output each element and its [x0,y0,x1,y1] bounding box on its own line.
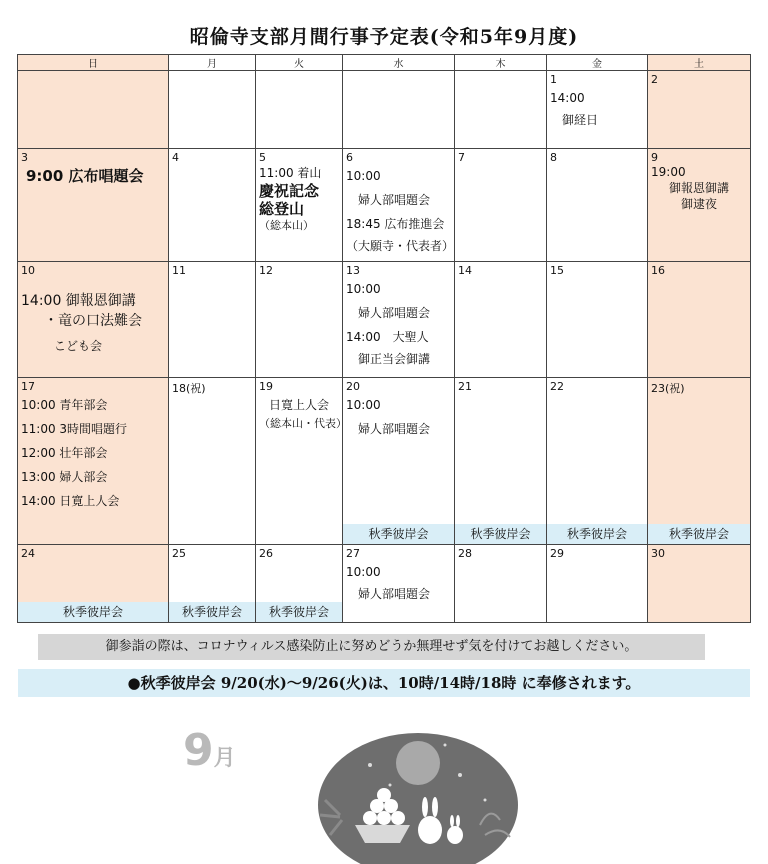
day-number: 14 [458,264,472,277]
star-icon [368,763,372,767]
page-title: 昭倫寺支部月間行事予定表(令和5年9月度) [189,26,579,48]
day-cell-30 [648,545,751,623]
event-text: 14:00 日寛上人会 [21,494,120,508]
day-cell-7 [455,149,547,262]
event-place: （大願寺・代表者） [346,239,455,253]
day-cell-6 [343,149,455,262]
event-place: （総本山） [259,219,314,232]
event-text: 日寛上人会 [268,398,329,412]
month-number: 9 [183,725,214,776]
event-time: 10:00 [346,398,381,412]
day-cell-4 [169,149,256,262]
day-number: 30 [651,547,665,560]
event-text: 10:00 青年部会 [21,398,108,412]
day-cell-23 [648,378,751,545]
day-number: 27 [346,547,360,560]
day-cell-5 [256,149,343,262]
event-time: 10:00 [346,169,381,183]
day-number: 7 [458,151,465,164]
day-number: 16 [651,264,665,277]
higan-band: 秋季彼岸会 [343,524,454,544]
day-cell-2 [648,71,751,149]
day-cell-1 [547,71,648,149]
day-number: 20 [346,380,360,393]
moon-viewing-illustration [300,725,525,864]
day-number: 24 [21,547,35,560]
day-cell-12 [256,262,343,378]
day-number: 12 [259,264,273,277]
weekday-thu: 木 [455,55,547,71]
day-number: 10 [21,264,35,277]
event-text: 14:00 御報恩御講 [21,293,136,309]
higan-band: 秋季彼岸会 [169,602,255,622]
day-number: 28 [458,547,472,560]
day-cell-26 [256,545,343,623]
week-row [18,71,751,149]
day-number: 23(祝) [651,382,685,395]
moon-icon [396,741,440,785]
day-number: 13 [346,264,360,277]
day-number: 19 [259,380,273,393]
weekday-tue: 火 [256,55,343,71]
month-unit: 月 [213,746,236,771]
day-number: 5 [259,151,266,164]
day-number: 15 [550,264,564,277]
day-cell-27 [343,545,455,623]
event-text: 総登山 [259,200,305,218]
day-number: 2 [651,73,658,86]
day-cell [18,71,169,149]
event-time: 10:00 [346,282,381,296]
week-row [18,378,751,545]
weekday-sat: 土 [648,55,751,71]
day-cell-25 [169,545,256,623]
event-time: 19:00 [651,165,686,179]
higan-notice: ●秋季彼岸会 9/20(水)～9/26(火)は、10時/14時/18時 に奉修されます。 [18,669,750,697]
month-label [183,725,236,776]
week-row [18,149,751,262]
dango-icon [363,811,377,825]
higan-band: 秋季彼岸会 [547,524,647,544]
day-number: 26 [259,547,273,560]
higan-band: 秋季彼岸会 [455,524,546,544]
day-cell-18 [169,378,256,545]
day-cell [343,71,455,149]
star-icon [444,744,447,747]
day-number: 3 [21,151,28,164]
covid-notice: 御参詣の際は、コロナウィルス感染防止に努めどうか無理せず気を付けてお越しください。 [38,634,705,660]
event-text: 御逮夜 [680,197,717,211]
day-cell-16 [648,262,751,378]
day-cell-20 [343,378,455,545]
day-number: 18(祝) [172,382,206,395]
event-text: 14:00 大聖人 [346,330,429,344]
dango-icon [377,811,391,825]
higan-band: 秋季彼岸会 [256,602,342,622]
day-cell-29 [547,545,648,623]
event-text: 婦人部唱題会 [346,422,431,436]
day-cell-19 [256,378,347,545]
event-text: 9:00 広布唱題会 [26,167,144,185]
weekday-sun: 日 [18,55,169,71]
day-cell-9 [648,149,751,262]
event-time: 10:00 [346,565,381,579]
event-text: 婦人部唱題会 [346,306,431,320]
event-text: 11:00 3時間唱題行 [21,422,128,436]
day-cell-14 [455,262,547,378]
week-row [18,545,751,623]
day-cell-15 [547,262,648,378]
event-time: 14:00 [550,91,585,105]
day-number: 21 [458,380,472,393]
day-cell-11 [169,262,256,378]
day-cell-28 [455,545,547,623]
event-text: 婦人部唱題会 [346,587,431,601]
event-text: 12:00 壮年部会 [21,446,108,460]
higan-band: 秋季彼岸会 [18,602,168,622]
star-icon [484,799,487,802]
event-text: ・竜の口法難会 [44,313,142,329]
day-cell [256,71,343,149]
day-cell-22 [547,378,648,545]
day-number: 25 [172,547,186,560]
day-cell [455,71,547,149]
event-text: 18:45 広布推進会 [346,217,445,231]
weekday-fri: 金 [547,55,648,71]
event-text: 御報恩御講 [668,181,729,195]
day-cell-3 [18,149,169,262]
event-text: 御経日 [550,113,599,127]
star-icon [389,784,392,787]
event-text: こども会 [54,339,103,353]
day-cell [169,71,256,149]
day-number: 6 [346,151,353,164]
star-icon [458,773,462,777]
higan-band: 秋季彼岸会 [648,524,750,544]
day-number: 11 [172,264,186,277]
day-cell-24 [18,545,169,623]
day-cell-21 [455,378,547,545]
day-cell-13 [343,262,455,378]
event-text: 13:00 婦人部会 [21,470,108,484]
event-text: 慶祝記念 [259,182,320,200]
weekday-wed: 水 [343,55,455,71]
event-text: 婦人部唱題会 [346,193,431,207]
event-time: 11:00 着山 [259,166,322,180]
dango-icon [377,788,391,802]
weekday-mon: 月 [169,55,256,71]
event-place: （総本山・代表） [259,417,347,430]
day-number: 8 [550,151,557,164]
day-cell-8 [547,149,648,262]
day-number: 4 [172,151,179,164]
week-row [18,262,751,378]
day-number: 9 [651,151,658,164]
day-number: 17 [21,380,35,393]
event-text: 御正当会御講 [346,352,431,366]
dango-icon [391,811,405,825]
weekday-header-row [18,55,751,71]
day-number: 22 [550,380,564,393]
day-cell-10 [18,262,169,378]
day-cell-17 [18,378,169,545]
day-number: 1 [550,73,557,86]
calendar-table [17,54,751,623]
day-number: 29 [550,547,564,560]
